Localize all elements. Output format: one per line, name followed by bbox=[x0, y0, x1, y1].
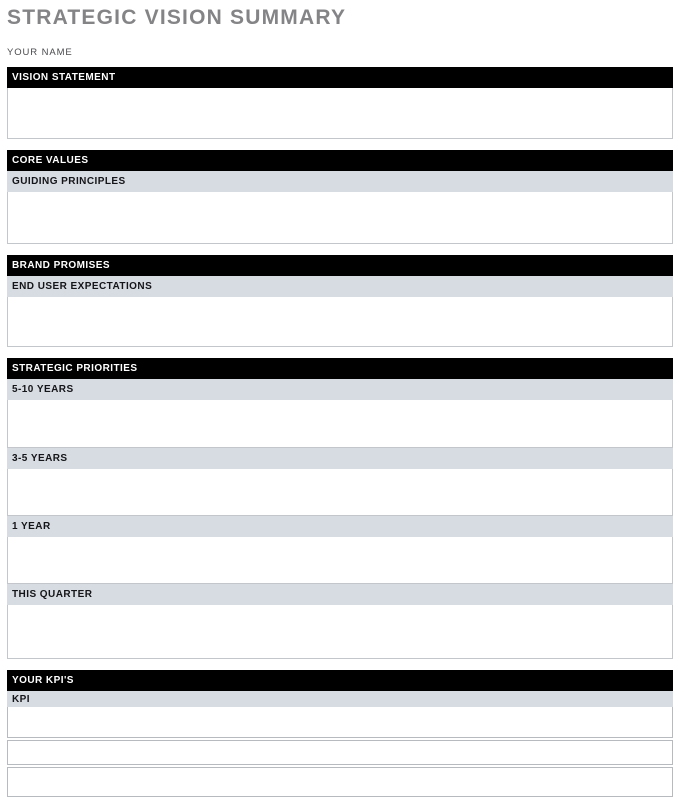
section-vision-statement bbox=[7, 67, 673, 139]
section-core-values bbox=[7, 150, 673, 244]
end-user-expectations-input[interactable] bbox=[7, 297, 673, 347]
kpi-row[interactable] bbox=[7, 767, 673, 797]
priority-this-quarter-input[interactable] bbox=[7, 605, 673, 659]
section-strategic-priorities bbox=[7, 358, 673, 659]
strategic-priorities-header: STRATEGIC PRIORITIES bbox=[7, 358, 673, 379]
brand-promises-header: BRAND PROMISES bbox=[7, 255, 673, 276]
kpi-row[interactable] bbox=[7, 740, 673, 765]
priority-this-quarter-subheader: THIS QUARTER bbox=[7, 584, 673, 605]
priority-5-10-years-input[interactable] bbox=[7, 400, 673, 448]
your-kpis-header: YOUR KPI'S bbox=[7, 670, 673, 691]
priority-5-10-years-subheader: 5-10 YEARS bbox=[7, 379, 673, 400]
section-your-kpis bbox=[7, 670, 673, 797]
priority-3-5-years-subheader: 3-5 YEARS bbox=[7, 448, 673, 469]
vision-statement-header: VISION STATEMENT bbox=[7, 67, 673, 88]
page-title: STRATEGIC VISION SUMMARY bbox=[7, 6, 347, 29]
section-brand-promises bbox=[7, 255, 673, 347]
kpi-row[interactable] bbox=[7, 707, 673, 738]
end-user-expectations-subheader: END USER EXPECTATIONS bbox=[7, 276, 673, 297]
vision-statement-input[interactable] bbox=[7, 88, 673, 139]
priority-3-5-years-input[interactable] bbox=[7, 469, 673, 516]
priority-1-year-subheader: 1 YEAR bbox=[7, 516, 673, 537]
core-values-header: CORE VALUES bbox=[7, 150, 673, 171]
your-name-label: YOUR NAME bbox=[7, 47, 73, 58]
guiding-principles-input[interactable] bbox=[7, 192, 673, 244]
priority-1-year-input[interactable] bbox=[7, 537, 673, 584]
kpi-subheader: KPI bbox=[7, 691, 673, 707]
guiding-principles-subheader: GUIDING PRINCIPLES bbox=[7, 171, 673, 192]
